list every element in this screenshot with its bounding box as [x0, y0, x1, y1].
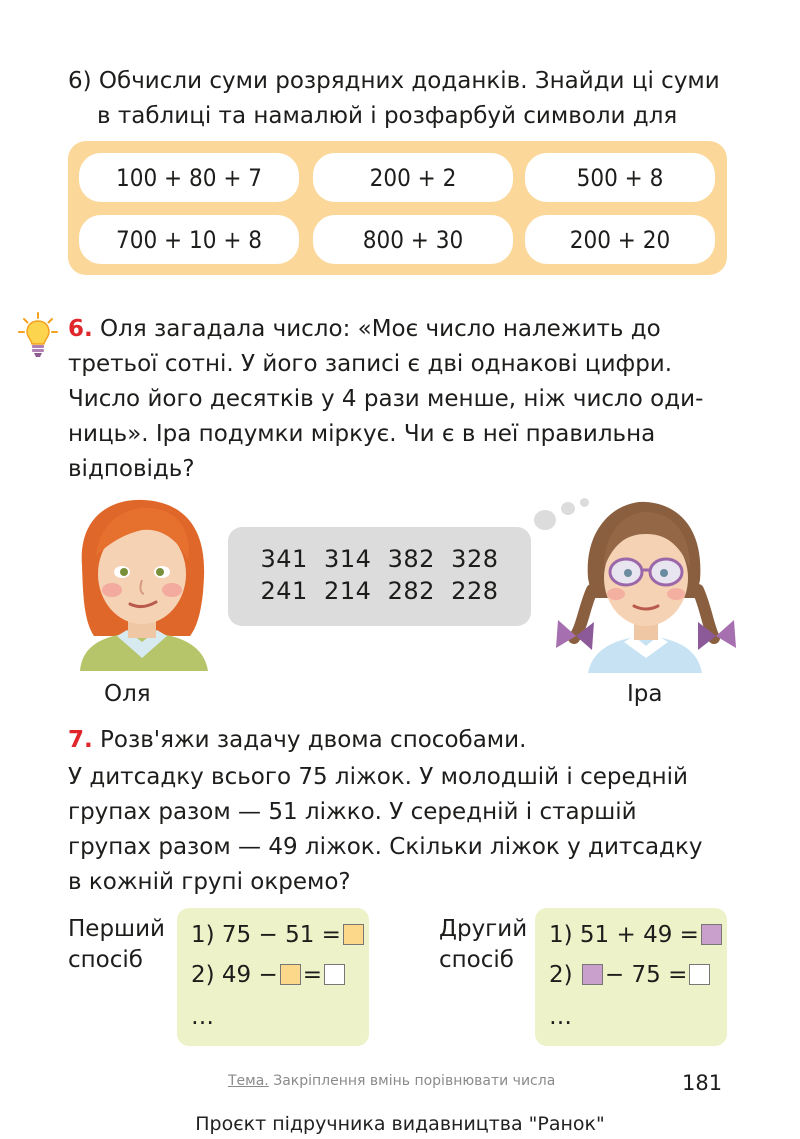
method1-ellipsis: …	[191, 1004, 214, 1030]
task6-line2: третьої сотні. У його записі є дві однакові цифри.	[68, 351, 673, 377]
method2-step1: 1) 51 + 49 =	[549, 920, 724, 950]
method1-step1: 1) 75 − 51 =	[191, 920, 366, 950]
sum-cell: 100 + 80 + 7	[79, 153, 299, 202]
exercise-b-line2: в таблиці та намалюй і розфарбуй символи для	[97, 103, 678, 129]
footer-topic	[228, 1073, 555, 1089]
name-olya: Оля	[104, 681, 151, 707]
page-number: 181	[682, 1071, 723, 1095]
sums-table	[68, 141, 727, 275]
sum-cell: 700 + 10 + 8	[79, 215, 299, 264]
exercise-b-line1: Обчисли суми розрядних доданків. Знайди ці суми	[98, 68, 720, 94]
task7-line2: групах разом — 51 ліжко. У середній і старшій	[68, 799, 637, 825]
answer-square-empty[interactable]	[324, 964, 345, 985]
sum-cell: 500 + 8	[525, 153, 715, 202]
footer-topic-label: Тема.	[228, 1073, 269, 1089]
footer-topic-text: Закріплення вмінь порівнювати числа	[268, 1073, 556, 1089]
task7-line3: групах разом — 49 ліжок. Скільки ліжок у дитсадку	[68, 834, 703, 860]
task7-title: Розв'яжи задачу двома способами.	[92, 727, 527, 753]
ira-illustration	[548, 498, 738, 673]
lightbulb-icon	[18, 312, 58, 358]
answer-square-empty[interactable]	[689, 964, 710, 985]
task7-line4: в кожній групі окремо?	[68, 869, 351, 895]
sum-cell: 200 + 2	[313, 153, 513, 202]
numbers-row1: 341 314 382 328	[260, 545, 499, 573]
task6-line1: Оля загадала число: «Моє число належить до	[92, 316, 661, 342]
task6-line3: Число його десятків у 4 рази менше, ніж число оди-	[68, 386, 704, 412]
exercise-b-marker: 6)	[68, 68, 92, 94]
olya-illustration	[72, 496, 212, 671]
project-caption: Проєкт підручника видавництва "Ранок"	[195, 1113, 605, 1135]
numbers-box	[228, 527, 531, 626]
method1-box	[177, 908, 369, 1046]
answer-square-yellow[interactable]	[280, 964, 301, 985]
method2-box	[535, 908, 727, 1046]
task7-line1: У дитсадку всього 75 ліжок. У молодшій і середній	[68, 764, 688, 790]
numbers-row2: 241 214 282 228	[260, 577, 499, 605]
method2-ellipsis: …	[549, 1004, 572, 1030]
method2-label: Другий спосіб	[439, 916, 528, 973]
answer-square-purple[interactable]	[701, 924, 722, 945]
task6-text	[68, 312, 728, 487]
name-ira: Іра	[627, 681, 663, 707]
method2-step2: 2) − 75 =	[549, 960, 712, 990]
answer-square-yellow[interactable]	[343, 924, 364, 945]
sum-cell: 800 + 30	[313, 215, 513, 264]
task7-text	[68, 723, 728, 900]
answer-square-purple[interactable]	[582, 964, 603, 985]
sum-cell: 200 + 20	[525, 215, 715, 264]
task6-line4: ниць». Іра подумки міркує. Чи є в неї правильна	[68, 421, 656, 447]
task6-line5: відповідь?	[68, 456, 195, 482]
task7-number: 7.	[68, 727, 93, 753]
task6-number: 6.	[68, 316, 93, 342]
method1-label: Перший спосіб	[68, 916, 165, 973]
method1-step2: 2) 49 − =	[191, 960, 347, 990]
